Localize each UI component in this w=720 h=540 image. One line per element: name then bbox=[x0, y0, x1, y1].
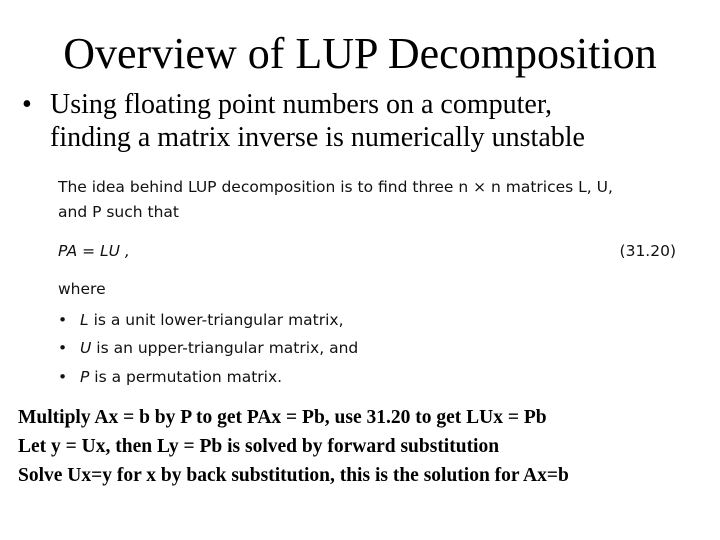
excerpt-item-text: is a permutation matrix. bbox=[89, 368, 283, 386]
excerpt-where: where bbox=[58, 280, 106, 298]
excerpt-item-marker: • bbox=[58, 339, 68, 357]
excerpt-item-symbol: L bbox=[80, 311, 89, 329]
excerpt-item-symbol: U bbox=[80, 339, 92, 357]
excerpt-intro-line-1: The idea behind LUP decomposition is to find three n × n matrices L, U, bbox=[58, 178, 613, 196]
bullet-line-1: Using floating point numbers on a computer, bbox=[50, 89, 553, 120]
bullet-marker: • bbox=[22, 89, 32, 120]
excerpt-item-marker: • bbox=[58, 311, 68, 329]
excerpt-item-symbol: P bbox=[80, 368, 90, 386]
slide-title: Overview of LUP Decomposition bbox=[63, 29, 657, 78]
excerpt-equation-number: (31.20) bbox=[619, 242, 676, 260]
excerpt-list-item bbox=[58, 311, 344, 329]
summary-line-1: Multiply Ax = b by P to get PAx = Pb, use 31.20 to get LUx = Pb bbox=[18, 407, 547, 428]
bullet-line-2: finding a matrix inverse is numerically unstable bbox=[50, 122, 585, 153]
excerpt-intro-line-2: and P such that bbox=[58, 203, 180, 221]
excerpt-item-text: is a unit lower-triangular matrix, bbox=[88, 311, 344, 329]
excerpt-list-item bbox=[58, 339, 358, 357]
summary-line-3: Solve Ux=y for x by back substitution, this is the solution for Ax=b bbox=[18, 465, 569, 486]
main-bullet bbox=[22, 88, 702, 154]
summary-line-2: Let y = Ux, then Ly = Pb is solved by forward substitution bbox=[18, 436, 500, 457]
summary-block bbox=[18, 403, 708, 490]
excerpt-item-marker: • bbox=[58, 368, 68, 386]
excerpt-item-text: is an upper-triangular matrix, and bbox=[91, 339, 359, 357]
excerpt-equation: PA = LU , bbox=[58, 242, 130, 260]
excerpt-list-item bbox=[58, 368, 282, 386]
